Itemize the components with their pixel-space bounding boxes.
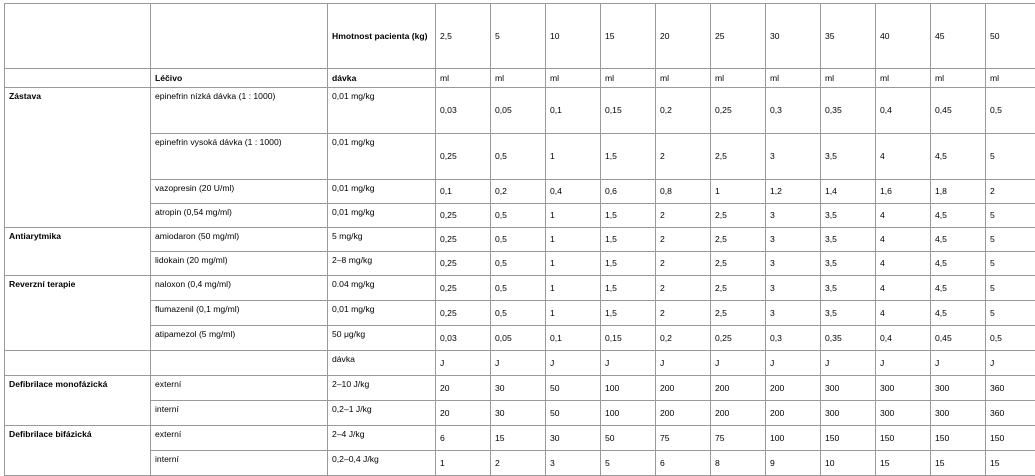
weight-cell: 20 bbox=[656, 4, 711, 69]
volume-cell: 4,5 bbox=[931, 252, 986, 276]
unit-cell: ml bbox=[601, 69, 656, 88]
volume-cell: 1,4 bbox=[821, 180, 876, 204]
weight-cell: 40 bbox=[876, 4, 931, 69]
volume-cell: 2,5 bbox=[711, 228, 766, 252]
energy-cell: 200 bbox=[656, 376, 711, 401]
energy-cell: 1 bbox=[436, 451, 491, 476]
volume-cell: 5 bbox=[986, 134, 1035, 180]
volume-cell: 4 bbox=[876, 204, 931, 228]
table-row bbox=[5, 252, 1035, 276]
volume-cell: 3 bbox=[766, 228, 821, 252]
volume-cell: 0,25 bbox=[436, 301, 491, 326]
drug-name: amiodaron (50 mg/ml) bbox=[151, 228, 328, 252]
volume-cell: 2,5 bbox=[711, 276, 766, 301]
volume-cell: 2 bbox=[656, 276, 711, 301]
energy-cell: 300 bbox=[876, 376, 931, 401]
volume-cell: 4,5 bbox=[931, 301, 986, 326]
volume-cell: 3,5 bbox=[821, 134, 876, 180]
dose-value: 5 mg/kg bbox=[328, 228, 436, 252]
energy-cell: 6 bbox=[436, 426, 491, 451]
energy-cell: 5 bbox=[601, 451, 656, 476]
unit-cell: J bbox=[436, 351, 491, 376]
dose-column-header: dávka bbox=[328, 69, 436, 88]
volume-cell: 2 bbox=[986, 180, 1035, 204]
dose-value: 0,01 mg/kg bbox=[328, 180, 436, 204]
volume-cell: 0,35 bbox=[821, 88, 876, 134]
volume-cell: 1 bbox=[546, 204, 601, 228]
volume-cell: 1,5 bbox=[601, 204, 656, 228]
volume-cell: 0,1 bbox=[546, 88, 601, 134]
volume-cell: 5 bbox=[986, 252, 1035, 276]
empty-cell bbox=[151, 351, 328, 376]
volume-cell: 0,2 bbox=[656, 326, 711, 351]
defib-mode: externí bbox=[151, 426, 328, 451]
unit-cell: J bbox=[821, 351, 876, 376]
volume-cell: 0,45 bbox=[931, 88, 986, 134]
unit-cell: J bbox=[656, 351, 711, 376]
volume-cell: 1 bbox=[711, 180, 766, 204]
unit-cell: J bbox=[601, 351, 656, 376]
volume-cell: 2,5 bbox=[711, 301, 766, 326]
group-label: Defibrilace bifázická bbox=[5, 426, 151, 476]
volume-cell: 0,5 bbox=[491, 301, 546, 326]
volume-cell: 3 bbox=[766, 301, 821, 326]
energy-cell: 200 bbox=[711, 376, 766, 401]
energy-cell: 6 bbox=[656, 451, 711, 476]
volume-cell: 0,1 bbox=[436, 180, 491, 204]
table-row bbox=[5, 401, 1035, 426]
energy-cell: 20 bbox=[436, 401, 491, 426]
volume-cell: 4,5 bbox=[931, 204, 986, 228]
volume-cell: 0,25 bbox=[711, 326, 766, 351]
dose-value: 50 μg/kg bbox=[328, 326, 436, 351]
energy-cell: 75 bbox=[711, 426, 766, 451]
defib-dose-label: dávka bbox=[328, 351, 436, 376]
energy-cell: 10 bbox=[821, 451, 876, 476]
empty-cell bbox=[5, 4, 151, 69]
dose-value: 2–10 J/kg bbox=[328, 376, 436, 401]
volume-cell: 1,5 bbox=[601, 228, 656, 252]
volume-cell: 1,5 bbox=[601, 276, 656, 301]
volume-cell: 3,5 bbox=[821, 301, 876, 326]
volume-cell: 1 bbox=[546, 252, 601, 276]
volume-cell: 2 bbox=[656, 228, 711, 252]
defib-mode: interní bbox=[151, 451, 328, 476]
volume-cell: 3,5 bbox=[821, 204, 876, 228]
volume-cell: 0,8 bbox=[656, 180, 711, 204]
table-row bbox=[5, 426, 1035, 451]
energy-cell: 200 bbox=[656, 401, 711, 426]
volume-cell: 0,5 bbox=[491, 276, 546, 301]
volume-cell: 4,5 bbox=[931, 228, 986, 252]
energy-cell: 15 bbox=[491, 426, 546, 451]
table-row bbox=[5, 376, 1035, 401]
dosage-table-container bbox=[4, 3, 1035, 476]
volume-cell: 0,03 bbox=[436, 88, 491, 134]
unit-cell: ml bbox=[986, 69, 1035, 88]
volume-cell: 0,5 bbox=[491, 134, 546, 180]
volume-cell: 0,25 bbox=[436, 276, 491, 301]
drug-name: lidokain (20 mg/ml) bbox=[151, 252, 328, 276]
unit-cell: ml bbox=[766, 69, 821, 88]
table-row bbox=[5, 276, 1035, 301]
table-row bbox=[5, 180, 1035, 204]
volume-cell: 0,3 bbox=[766, 326, 821, 351]
energy-cell: 300 bbox=[876, 401, 931, 426]
weight-cell: 15 bbox=[601, 4, 656, 69]
weight-cell: 25 bbox=[711, 4, 766, 69]
unit-cell: J bbox=[986, 351, 1035, 376]
volume-cell: 5 bbox=[986, 301, 1035, 326]
unit-cell: ml bbox=[876, 69, 931, 88]
unit-cell: ml bbox=[491, 69, 546, 88]
drug-name: naloxon (0,4 mg/ml) bbox=[151, 276, 328, 301]
weight-cell: 50 bbox=[986, 4, 1035, 69]
volume-cell: 0,2 bbox=[491, 180, 546, 204]
volume-cell: 0,25 bbox=[711, 88, 766, 134]
energy-cell: 8 bbox=[711, 451, 766, 476]
volume-cell: 4 bbox=[876, 134, 931, 180]
weight-cell: 45 bbox=[931, 4, 986, 69]
volume-cell: 0,03 bbox=[436, 326, 491, 351]
table-row bbox=[5, 88, 1035, 134]
group-label: Reverzní terapie bbox=[5, 276, 151, 351]
energy-cell: 150 bbox=[931, 426, 986, 451]
volume-cell: 0,25 bbox=[436, 228, 491, 252]
volume-cell: 1 bbox=[546, 134, 601, 180]
volume-cell: 0,15 bbox=[601, 326, 656, 351]
group-label: Zástava bbox=[5, 88, 151, 228]
volume-cell: 0,15 bbox=[601, 88, 656, 134]
volume-cell: 3 bbox=[766, 204, 821, 228]
drug-name: vazopresin (20 U/ml) bbox=[151, 180, 328, 204]
energy-cell: 9 bbox=[766, 451, 821, 476]
weight-cell: 35 bbox=[821, 4, 876, 69]
energy-cell: 300 bbox=[821, 401, 876, 426]
dosage-table bbox=[4, 3, 1035, 476]
table-row bbox=[5, 134, 1035, 180]
energy-cell: 20 bbox=[436, 376, 491, 401]
empty-cell bbox=[5, 351, 151, 376]
volume-cell: 0,5 bbox=[986, 88, 1035, 134]
volume-cell: 0,45 bbox=[931, 326, 986, 351]
volume-cell: 1,5 bbox=[601, 252, 656, 276]
volume-cell: 2,5 bbox=[711, 252, 766, 276]
group-label: Defibrilace monofázická bbox=[5, 376, 151, 426]
volume-cell: 3,5 bbox=[821, 252, 876, 276]
unit-cell: J bbox=[491, 351, 546, 376]
energy-cell: 75 bbox=[656, 426, 711, 451]
energy-cell: 100 bbox=[601, 376, 656, 401]
volume-cell: 2,5 bbox=[711, 134, 766, 180]
energy-cell: 30 bbox=[491, 401, 546, 426]
dose-value: 0.04 mg/kg bbox=[328, 276, 436, 301]
unit-cell: ml bbox=[931, 69, 986, 88]
volume-cell: 1,8 bbox=[931, 180, 986, 204]
energy-cell: 50 bbox=[546, 376, 601, 401]
energy-cell: 3 bbox=[546, 451, 601, 476]
weight-label: Hmotnost pacienta (kg) bbox=[328, 4, 436, 69]
empty-cell bbox=[151, 4, 328, 69]
dose-value: 2–4 J/kg bbox=[328, 426, 436, 451]
energy-cell: 300 bbox=[821, 376, 876, 401]
unit-cell: ml bbox=[821, 69, 876, 88]
energy-cell: 150 bbox=[821, 426, 876, 451]
weight-cell: 10 bbox=[546, 4, 601, 69]
volume-cell: 0,5 bbox=[491, 228, 546, 252]
volume-cell: 0,35 bbox=[821, 326, 876, 351]
volume-cell: 3,5 bbox=[821, 276, 876, 301]
volume-cell: 1,6 bbox=[876, 180, 931, 204]
energy-cell: 100 bbox=[601, 401, 656, 426]
unit-cell: J bbox=[931, 351, 986, 376]
volume-cell: 3 bbox=[766, 134, 821, 180]
unit-cell: ml bbox=[436, 69, 491, 88]
group-label: Antiarytmika bbox=[5, 228, 151, 276]
volume-cell: 2 bbox=[656, 204, 711, 228]
unit-header-row bbox=[5, 69, 1035, 88]
unit-cell: ml bbox=[656, 69, 711, 88]
volume-cell: 4,5 bbox=[931, 134, 986, 180]
volume-cell: 0,25 bbox=[436, 204, 491, 228]
dose-value: 0,01 mg/kg bbox=[328, 204, 436, 228]
dose-value: 2–8 mg/kg bbox=[328, 252, 436, 276]
drug-name: flumazenil (0,1 mg/ml) bbox=[151, 301, 328, 326]
volume-cell: 0,3 bbox=[766, 88, 821, 134]
defib-mode: interní bbox=[151, 401, 328, 426]
volume-cell: 3 bbox=[766, 276, 821, 301]
unit-cell: ml bbox=[546, 69, 601, 88]
energy-cell: 2 bbox=[491, 451, 546, 476]
volume-cell: 0,05 bbox=[491, 88, 546, 134]
volume-cell: 2 bbox=[656, 252, 711, 276]
energy-cell: 360 bbox=[986, 401, 1035, 426]
volume-cell: 1,5 bbox=[601, 301, 656, 326]
energy-cell: 300 bbox=[931, 401, 986, 426]
energy-cell: 30 bbox=[491, 376, 546, 401]
table-row bbox=[5, 326, 1035, 351]
volume-cell: 0,4 bbox=[546, 180, 601, 204]
weight-cell: 5 bbox=[491, 4, 546, 69]
energy-cell: 200 bbox=[766, 376, 821, 401]
volume-cell: 1,5 bbox=[601, 134, 656, 180]
volume-cell: 4 bbox=[876, 301, 931, 326]
weight-cell: 30 bbox=[766, 4, 821, 69]
volume-cell: 5 bbox=[986, 276, 1035, 301]
table-row bbox=[5, 228, 1035, 252]
energy-cell: 150 bbox=[986, 426, 1035, 451]
unit-cell: J bbox=[711, 351, 766, 376]
drug-name: epinefrin nízká dávka (1 : 1000) bbox=[151, 88, 328, 134]
volume-cell: 3,5 bbox=[821, 228, 876, 252]
volume-cell: 1 bbox=[546, 301, 601, 326]
volume-cell: 0,25 bbox=[436, 252, 491, 276]
volume-cell: 0,1 bbox=[546, 326, 601, 351]
volume-cell: 5 bbox=[986, 204, 1035, 228]
energy-cell: 15 bbox=[931, 451, 986, 476]
energy-cell: 200 bbox=[711, 401, 766, 426]
dose-value: 0,01 mg/kg bbox=[328, 301, 436, 326]
volume-cell: 0,4 bbox=[876, 88, 931, 134]
volume-cell: 0,5 bbox=[491, 204, 546, 228]
volume-cell: 2,5 bbox=[711, 204, 766, 228]
table-row bbox=[5, 204, 1035, 228]
energy-cell: 50 bbox=[601, 426, 656, 451]
empty-cell bbox=[5, 69, 151, 88]
volume-cell: 5 bbox=[986, 228, 1035, 252]
dose-value: 0,01 mg/kg bbox=[328, 134, 436, 180]
dose-value: 0,2–0,4 J/kg bbox=[328, 451, 436, 476]
volume-cell: 0,6 bbox=[601, 180, 656, 204]
energy-cell: 360 bbox=[986, 376, 1035, 401]
energy-cell: 200 bbox=[766, 401, 821, 426]
table-row bbox=[5, 451, 1035, 476]
unit-cell: ml bbox=[711, 69, 766, 88]
defib-mode: externí bbox=[151, 376, 328, 401]
energy-cell: 100 bbox=[766, 426, 821, 451]
volume-cell: 0,05 bbox=[491, 326, 546, 351]
volume-cell: 4 bbox=[876, 252, 931, 276]
defib-header-row bbox=[5, 351, 1035, 376]
volume-cell: 2 bbox=[656, 301, 711, 326]
volume-cell: 1,2 bbox=[766, 180, 821, 204]
energy-cell: 30 bbox=[546, 426, 601, 451]
table-body bbox=[5, 4, 1035, 476]
volume-cell: 1 bbox=[546, 276, 601, 301]
dose-value: 0,01 mg/kg bbox=[328, 88, 436, 134]
drug-name: atropin (0,54 mg/ml) bbox=[151, 204, 328, 228]
volume-cell: 3 bbox=[766, 252, 821, 276]
table-row bbox=[5, 301, 1035, 326]
unit-cell: J bbox=[546, 351, 601, 376]
volume-cell: 2 bbox=[656, 134, 711, 180]
energy-cell: 50 bbox=[546, 401, 601, 426]
volume-cell: 1 bbox=[546, 228, 601, 252]
volume-cell: 4,5 bbox=[931, 276, 986, 301]
unit-cell: J bbox=[766, 351, 821, 376]
energy-cell: 15 bbox=[876, 451, 931, 476]
energy-cell: 150 bbox=[876, 426, 931, 451]
drug-name: atipamezol (5 mg/ml) bbox=[151, 326, 328, 351]
volume-cell: 0,2 bbox=[656, 88, 711, 134]
weight-header-row bbox=[5, 4, 1035, 69]
weight-cell: 2,5 bbox=[436, 4, 491, 69]
volume-cell: 4 bbox=[876, 228, 931, 252]
drug-column-header: Léčivo bbox=[151, 69, 328, 88]
volume-cell: 0,4 bbox=[876, 326, 931, 351]
unit-cell: J bbox=[876, 351, 931, 376]
energy-cell: 15 bbox=[986, 451, 1035, 476]
drug-name: epinefrin vysoká dávka (1 : 1000) bbox=[151, 134, 328, 180]
energy-cell: 300 bbox=[931, 376, 986, 401]
volume-cell: 4 bbox=[876, 276, 931, 301]
volume-cell: 0,25 bbox=[436, 134, 491, 180]
volume-cell: 0,5 bbox=[491, 252, 546, 276]
volume-cell: 0,5 bbox=[986, 326, 1035, 351]
dose-value: 0,2–1 J/kg bbox=[328, 401, 436, 426]
